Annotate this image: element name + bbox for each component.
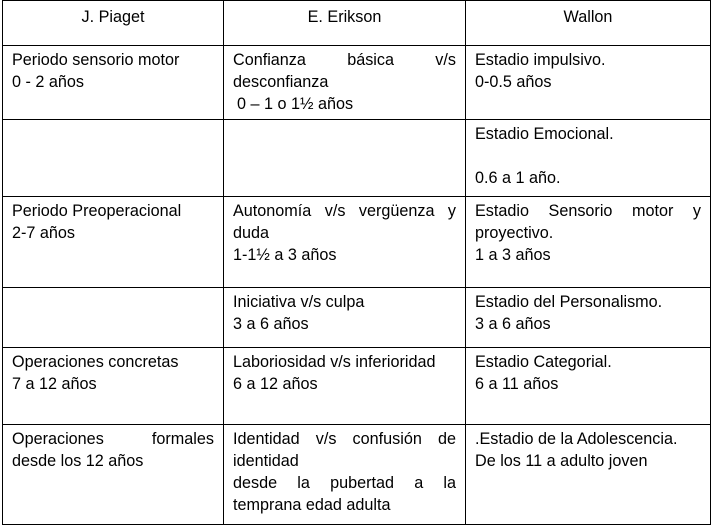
table-header-row bbox=[3, 1, 711, 46]
stage-name: Estadio impulsivo. bbox=[475, 51, 606, 69]
cell-erikson bbox=[224, 425, 466, 525]
stage-age: 0.6 a 1 año. bbox=[475, 169, 561, 187]
table-row bbox=[3, 46, 711, 120]
cell-piaget bbox=[3, 197, 224, 288]
stage-name: Periodo Preoperacional bbox=[12, 202, 182, 220]
cell-wallon bbox=[466, 197, 711, 288]
cell-piaget-empty bbox=[3, 288, 224, 348]
stage-age: 0 – 1 o 1½ años bbox=[237, 95, 354, 113]
development-stages-table bbox=[2, 0, 711, 525]
stage-name: Estadio del Personalismo. bbox=[475, 293, 663, 311]
stage-name: Periodo sensorio motor bbox=[12, 51, 180, 69]
stage-name: Operaciones formales desde los 12 años bbox=[12, 430, 214, 470]
stage-age: 3 a 6 años bbox=[233, 315, 309, 333]
table-row bbox=[3, 425, 711, 525]
stage-age: 0 - 2 años bbox=[12, 73, 84, 91]
stage-name: Identidad v/s confusión de identidad bbox=[233, 430, 456, 470]
cell-piaget-empty bbox=[3, 120, 224, 197]
header-erikson: E. Erikson bbox=[224, 1, 466, 46]
table-row bbox=[3, 288, 711, 348]
stage-name: Laboriosidad v/s inferioridad bbox=[233, 353, 436, 371]
stage-age: 2-7 años bbox=[12, 224, 75, 242]
cell-piaget bbox=[3, 348, 224, 425]
cell-piaget bbox=[3, 425, 224, 525]
cell-piaget bbox=[3, 46, 224, 120]
stage-name: Estadio Categorial. bbox=[475, 353, 612, 371]
cell-erikson-empty bbox=[224, 120, 466, 197]
stage-age: 0-0.5 años bbox=[475, 73, 552, 91]
cell-wallon bbox=[466, 120, 711, 197]
stage-age: desde la pubertad a la temprana edad adulta bbox=[233, 474, 456, 514]
cell-erikson bbox=[224, 197, 466, 288]
stage-name: Autonomía v/s vergüenza y duda bbox=[233, 202, 456, 242]
cell-wallon bbox=[466, 46, 711, 120]
stage-age: 1-1½ a 3 años bbox=[233, 246, 337, 264]
header-piaget: J. Piaget bbox=[3, 1, 224, 46]
header-wallon: Wallon bbox=[466, 1, 711, 46]
stage-name: Iniciativa v/s culpa bbox=[233, 293, 365, 311]
stage-age: 7 a 12 años bbox=[12, 375, 97, 393]
stage-age: 6 a 12 años bbox=[233, 375, 318, 393]
table-row bbox=[3, 348, 711, 425]
stage-name: Confianza básica v/s desconfianza bbox=[233, 51, 456, 91]
table-row bbox=[3, 120, 711, 197]
stage-age: 3 a 6 años bbox=[475, 315, 551, 333]
stage-name: .Estadio de la Adolescencia. bbox=[475, 430, 678, 448]
stage-age: De los 11 a adulto joven bbox=[475, 452, 648, 470]
stage-age: 1 a 3 años bbox=[475, 246, 551, 264]
cell-wallon bbox=[466, 288, 711, 348]
blank-line bbox=[475, 145, 701, 167]
cell-wallon bbox=[466, 348, 711, 425]
cell-erikson bbox=[224, 348, 466, 425]
stage-age: 6 a 11 años bbox=[475, 375, 559, 393]
stage-name: Operaciones concretas bbox=[12, 353, 179, 371]
cell-erikson bbox=[224, 46, 466, 120]
stage-name: Estadio Sensorio motor y proyectivo. bbox=[475, 202, 701, 242]
stage-name: Estadio Emocional. bbox=[475, 125, 614, 143]
table-row bbox=[3, 197, 711, 288]
cell-erikson bbox=[224, 288, 466, 348]
cell-wallon bbox=[466, 425, 711, 525]
